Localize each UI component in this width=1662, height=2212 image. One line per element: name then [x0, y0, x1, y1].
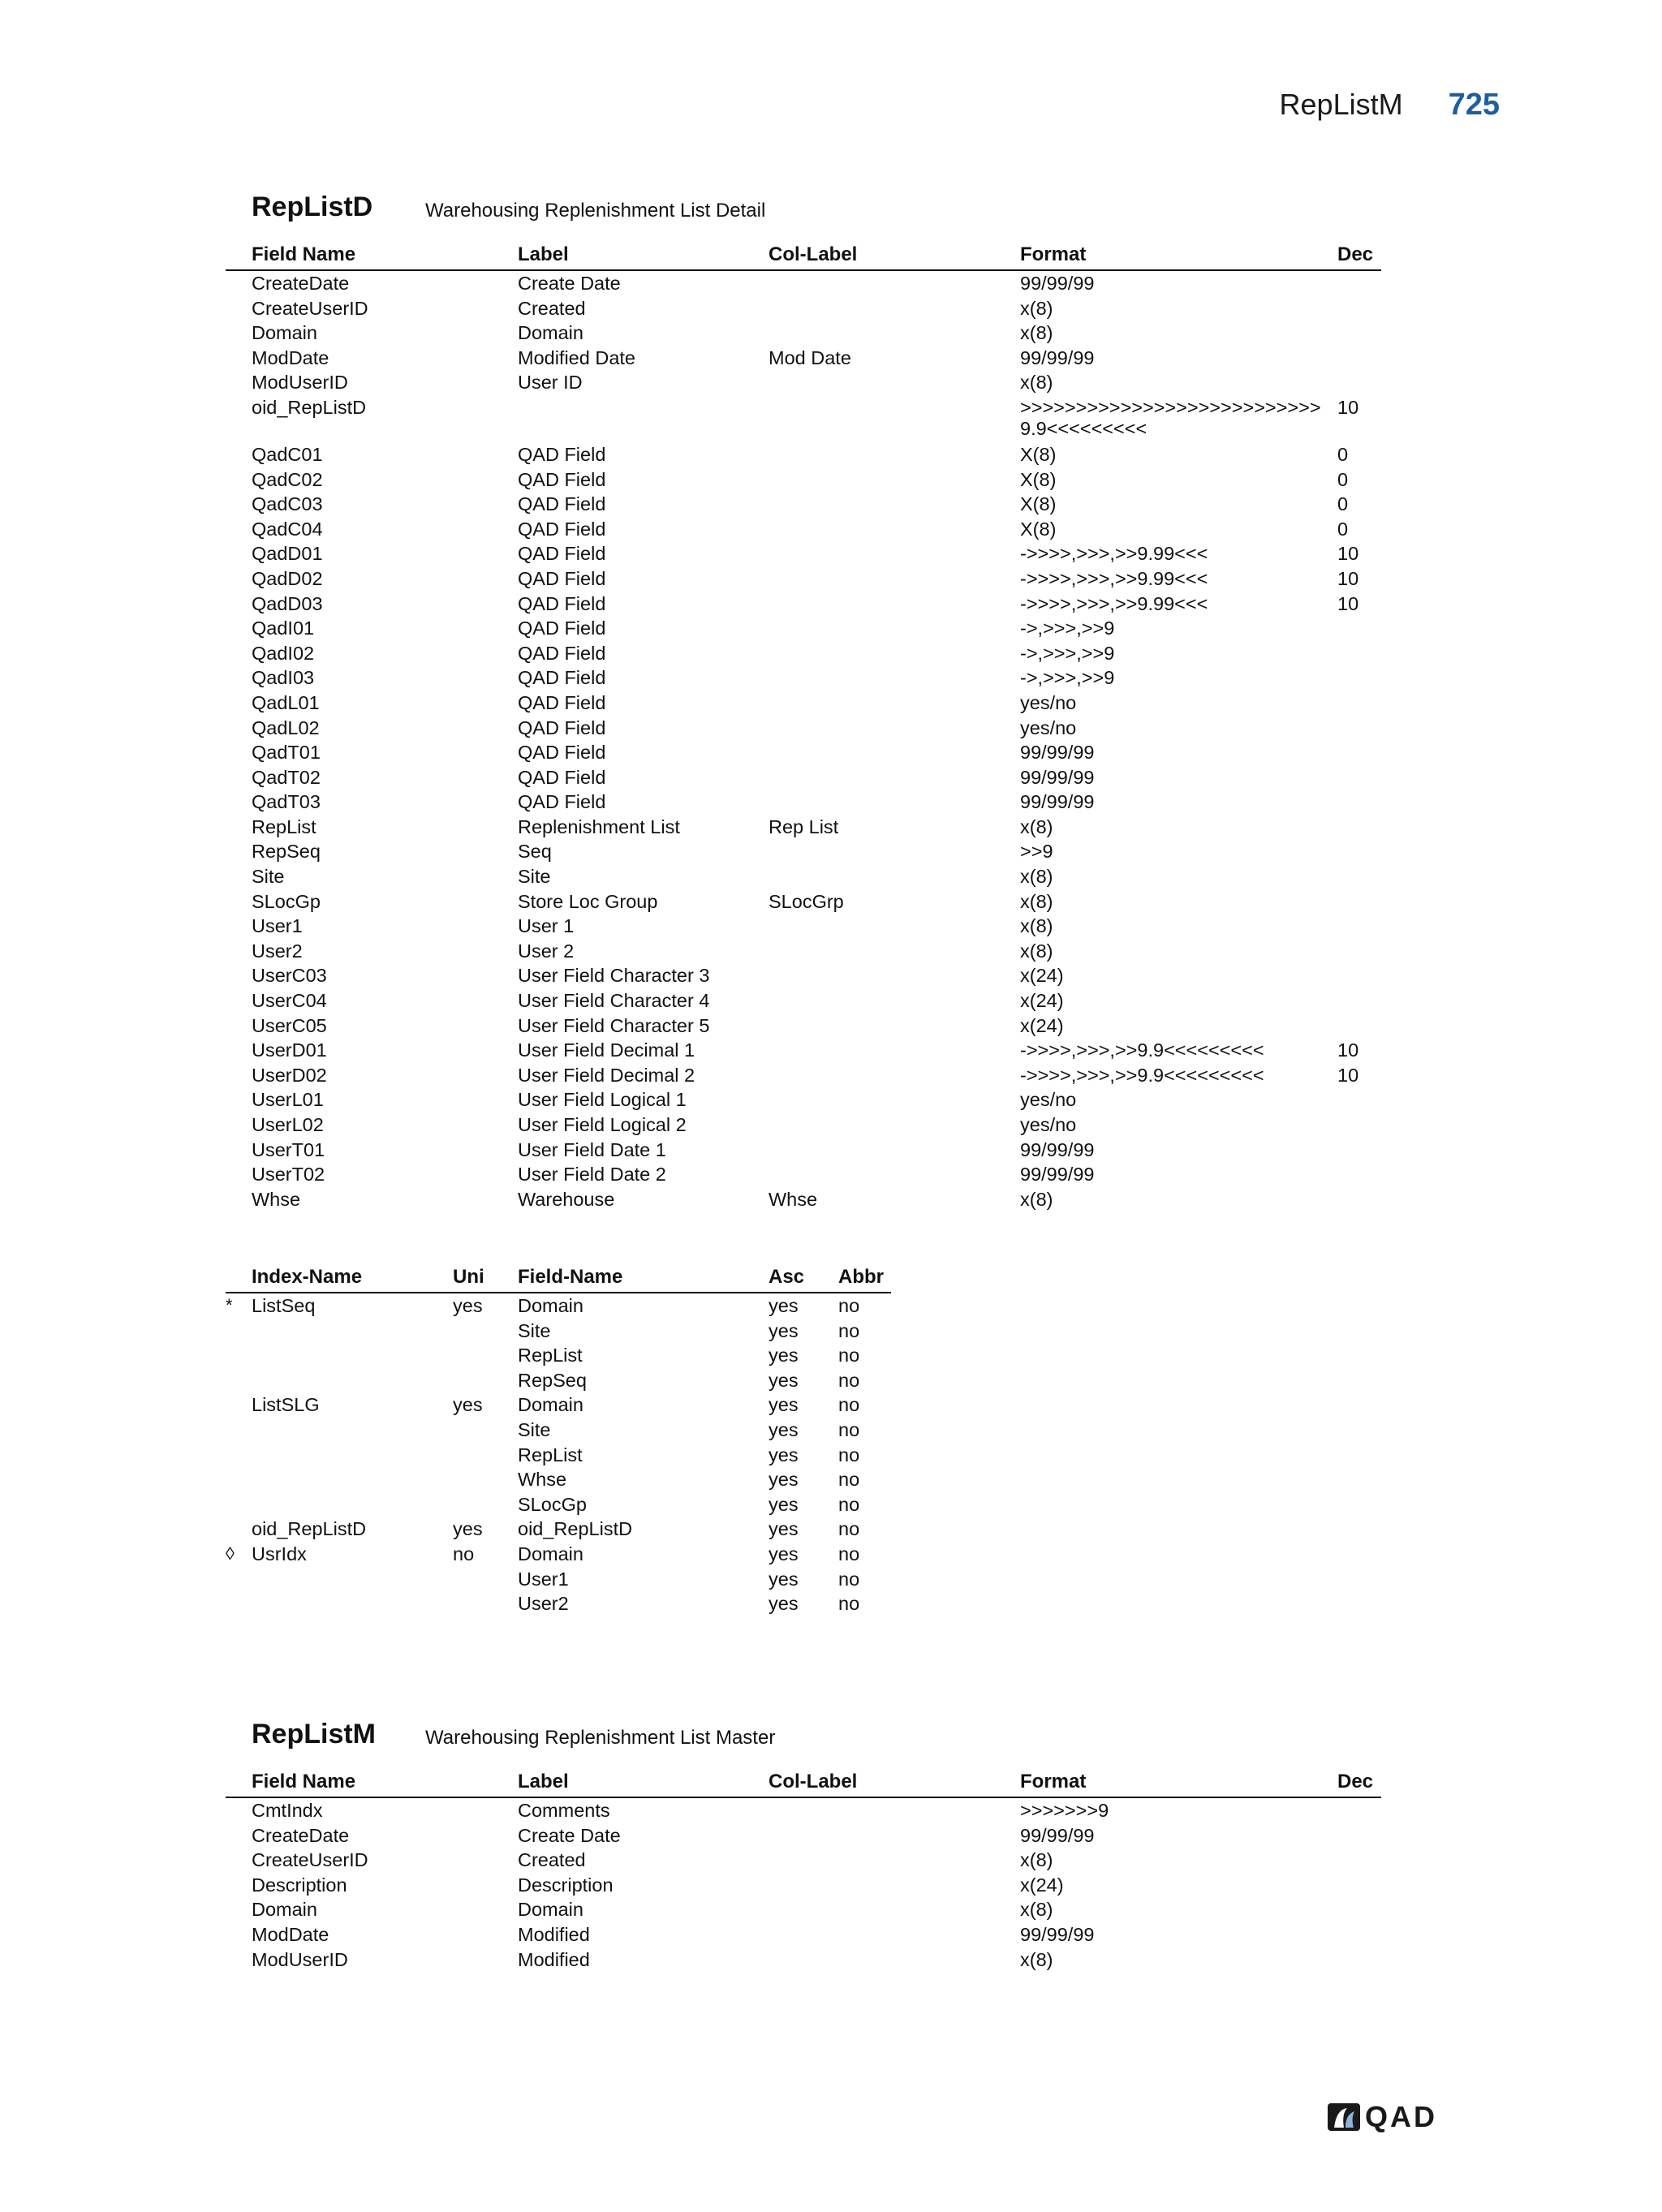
- index-asc: yes: [769, 1394, 799, 1416]
- field-row: [226, 939, 1381, 964]
- replistd-section: [226, 192, 1381, 1211]
- field-name: User2: [252, 940, 303, 962]
- field-name: CmtIndx: [252, 1800, 323, 1821]
- field-row: [226, 641, 1381, 666]
- index-field-name: RepSeq: [518, 1369, 587, 1391]
- col-abbr: Abbr: [838, 1266, 884, 1288]
- index-unique: no: [453, 1543, 475, 1564]
- fields-header: [226, 1771, 1381, 1798]
- field-row: [226, 1112, 1381, 1138]
- col-label: Label: [518, 1771, 569, 1792]
- index-field-name: RepList: [518, 1444, 583, 1465]
- index-abbr: no: [838, 1444, 860, 1465]
- field-row: [226, 370, 1381, 395]
- field-name: CreateDate: [252, 273, 350, 294]
- col-format: Format: [1020, 1771, 1087, 1792]
- field-col-label: Mod Date: [769, 346, 851, 368]
- col-field-name: Field Name: [252, 243, 356, 265]
- index-asc: yes: [769, 1369, 799, 1391]
- index-abbr: no: [838, 1593, 860, 1615]
- field-row: [226, 346, 1381, 371]
- index-asc: yes: [769, 1345, 799, 1366]
- field-label: Create Date: [518, 273, 621, 294]
- field-format: x(8): [1020, 915, 1053, 937]
- field-label: QAD Field: [518, 742, 606, 764]
- field-row: [226, 839, 1381, 864]
- field-row: [226, 889, 1381, 914]
- field-name: QadD03: [252, 592, 323, 614]
- field-label: User Field Character 3: [518, 965, 710, 987]
- index-field-name: oid_RepListD: [518, 1518, 633, 1540]
- field-name: RepList: [252, 816, 316, 837]
- field-row: [226, 321, 1381, 346]
- field-name: UserC04: [252, 990, 327, 1012]
- field-label: Warehouse: [518, 1188, 615, 1210]
- index-field-name: Site: [518, 1319, 551, 1341]
- index-row: [226, 1492, 891, 1517]
- field-row: [226, 296, 1381, 321]
- field-dec: 10: [1337, 396, 1359, 418]
- field-format: ->,>>>,>>9: [1020, 667, 1115, 689]
- field-name: QadT02: [252, 766, 321, 788]
- index-asc: yes: [769, 1518, 799, 1540]
- index-field-name: Domain: [518, 1295, 583, 1316]
- field-col-label: SLocGrp: [769, 890, 844, 912]
- field-dec: 10: [1337, 567, 1359, 589]
- field-row: [226, 665, 1381, 691]
- field-label: Modified: [518, 1948, 590, 1970]
- field-dec: 10: [1337, 1064, 1359, 1086]
- field-row: [226, 740, 1381, 765]
- field-format: ->>>>,>>>,>>9.9<<<<<<<<<: [1020, 1064, 1264, 1086]
- field-row: [226, 1138, 1381, 1163]
- index-field-name: Domain: [518, 1394, 583, 1416]
- field-format: x(8): [1020, 322, 1053, 344]
- field-format: x(24): [1020, 1014, 1064, 1036]
- field-row: [226, 691, 1381, 716]
- field-name: CreateDate: [252, 1824, 350, 1846]
- field-label: QAD Field: [518, 518, 606, 540]
- index-abbr: no: [838, 1518, 860, 1540]
- field-format: ->>>>,>>>,>>9.99<<<: [1020, 592, 1208, 614]
- field-label: User 2: [518, 940, 575, 962]
- field-row: [226, 1922, 1381, 1947]
- field-dec: 10: [1337, 1039, 1359, 1061]
- index-field-name: Site: [518, 1418, 551, 1440]
- index-field-name: SLocGp: [518, 1493, 587, 1515]
- index-asc: yes: [769, 1543, 799, 1564]
- table-description: Warehousing Replenishment List Detail: [425, 200, 766, 222]
- field-dec: 10: [1337, 592, 1359, 614]
- field-dec: 0: [1337, 518, 1349, 540]
- field-row: [226, 963, 1381, 988]
- field-dec: 0: [1337, 468, 1349, 490]
- field-label: Seq: [518, 841, 552, 863]
- field-row: [226, 1087, 1381, 1112]
- field-label: Modified Date: [518, 346, 635, 368]
- field-name: Site: [252, 866, 285, 888]
- field-format: >>>>>>>9: [1020, 1800, 1109, 1821]
- field-label: QAD Field: [518, 543, 606, 565]
- index-header: [226, 1266, 891, 1293]
- field-format: X(8): [1020, 493, 1057, 515]
- field-format: x(8): [1020, 816, 1053, 837]
- field-label: Domain: [518, 1899, 583, 1921]
- field-name: QadD02: [252, 567, 323, 589]
- section-heading: [226, 1719, 1381, 1758]
- field-row: [226, 815, 1381, 840]
- field-label: QAD Field: [518, 567, 606, 589]
- field-format: yes/no: [1020, 717, 1077, 738]
- field-label: QAD Field: [518, 443, 606, 465]
- field-row: [226, 395, 1381, 442]
- index-asc: yes: [769, 1295, 799, 1316]
- field-label: Domain: [518, 322, 583, 344]
- field-dec: 10: [1337, 543, 1359, 565]
- field-name: QadI03: [252, 667, 315, 689]
- index-asc: yes: [769, 1469, 799, 1491]
- field-name: QadI01: [252, 618, 315, 639]
- index-abbr: no: [838, 1543, 860, 1564]
- index-row: [226, 1443, 891, 1468]
- field-format: 99/99/99: [1020, 273, 1095, 294]
- running-title: RepListM: [1279, 88, 1403, 121]
- col-col-label: Col-Label: [769, 243, 858, 265]
- field-name: QadD01: [252, 543, 323, 565]
- index-abbr: no: [838, 1568, 860, 1590]
- field-name: QadT03: [252, 791, 321, 813]
- field-row: [226, 517, 1381, 542]
- field-name: UserD01: [252, 1039, 327, 1061]
- field-row: [226, 1162, 1381, 1187]
- field-label: Created: [518, 297, 586, 319]
- col-dec: Dec: [1337, 1771, 1374, 1792]
- field-name: ModUserID: [252, 1948, 348, 1970]
- field-label: Site: [518, 866, 551, 888]
- field-format: x(8): [1020, 890, 1053, 912]
- col-dec: Dec: [1337, 243, 1374, 265]
- field-dec: 0: [1337, 493, 1349, 515]
- field-format: x(8): [1020, 866, 1053, 888]
- field-name: QadC01: [252, 443, 323, 465]
- field-format: 99/99/99: [1020, 742, 1095, 764]
- field-name: Domain: [252, 1899, 317, 1921]
- index-row: [226, 1517, 891, 1542]
- col-format: Format: [1020, 243, 1087, 265]
- index-row: [226, 1542, 891, 1567]
- index-row: [226, 1319, 891, 1344]
- index-asc: yes: [769, 1418, 799, 1440]
- page-number: 725: [1448, 88, 1500, 122]
- field-name: CreateUserID: [252, 1849, 368, 1871]
- index-row: [226, 1368, 891, 1393]
- field-format: x(24): [1020, 1874, 1064, 1896]
- index-field-name: RepList: [518, 1345, 583, 1366]
- field-label: Store Loc Group: [518, 890, 658, 912]
- index-field-name: Whse: [518, 1469, 567, 1491]
- fields-body: [226, 271, 1381, 1211]
- index-marker: *: [226, 1295, 233, 1315]
- index-abbr: no: [838, 1469, 860, 1491]
- field-row: [226, 541, 1381, 566]
- field-row: [226, 1823, 1381, 1848]
- col-index-name: Index-Name: [252, 1266, 363, 1288]
- col-col-label: Col-Label: [769, 1771, 858, 1792]
- index-name: ListSLG: [252, 1394, 320, 1416]
- field-name: QadT01: [252, 742, 321, 764]
- field-name: Description: [252, 1874, 347, 1896]
- index-asc: yes: [769, 1444, 799, 1465]
- index-abbr: no: [838, 1369, 860, 1391]
- field-label: QAD Field: [518, 766, 606, 788]
- field-name: QadC02: [252, 468, 323, 490]
- field-row: [226, 914, 1381, 939]
- field-row: [226, 467, 1381, 493]
- index-abbr: no: [838, 1418, 860, 1440]
- field-format: >>>>>>>>>>>>>>>>>>>>>>>>>>>9.9<<<<<<<<<: [1020, 396, 1321, 439]
- field-label: Comments: [518, 1800, 610, 1821]
- field-name: Whse: [252, 1188, 301, 1210]
- field-name: User1: [252, 915, 303, 937]
- field-label: User 1: [518, 915, 575, 937]
- field-name: UserD02: [252, 1064, 327, 1086]
- index-name: UsrIdx: [252, 1543, 307, 1564]
- field-row: [226, 1063, 1381, 1088]
- col-field-name: Field Name: [252, 1771, 356, 1792]
- index-body: [226, 1293, 891, 1616]
- table-description: Warehousing Replenishment List Master: [425, 1727, 776, 1749]
- qad-logo: [1328, 2100, 1437, 2134]
- index-abbr: no: [838, 1319, 860, 1341]
- field-label: User Field Logical 2: [518, 1114, 687, 1135]
- page-header: [1280, 88, 1500, 123]
- col-asc: Asc: [769, 1266, 805, 1288]
- field-label: Replenishment List: [518, 816, 680, 837]
- field-name: ModDate: [252, 346, 329, 368]
- field-dec: 0: [1337, 443, 1349, 465]
- field-name: oid_RepListD: [252, 396, 367, 418]
- replistd-indexes: [226, 1266, 891, 1616]
- replistm-section: [226, 1719, 1381, 1972]
- field-label: User ID: [518, 372, 583, 394]
- field-format: 99/99/99: [1020, 1164, 1095, 1186]
- field-row: [226, 716, 1381, 741]
- field-name: QadL01: [252, 691, 320, 713]
- field-label: User Field Decimal 1: [518, 1039, 695, 1061]
- field-label: QAD Field: [518, 717, 606, 738]
- field-label: QAD Field: [518, 493, 606, 515]
- field-label: QAD Field: [518, 642, 606, 664]
- field-label: QAD Field: [518, 468, 606, 490]
- index-field-name: Domain: [518, 1543, 583, 1564]
- index-row: [226, 1591, 891, 1616]
- field-format: X(8): [1020, 443, 1057, 465]
- table-title: RepListM: [252, 1719, 376, 1749]
- index-row: [226, 1293, 891, 1319]
- field-row: [226, 1873, 1381, 1898]
- field-name: UserC03: [252, 965, 327, 987]
- field-format: 99/99/99: [1020, 1138, 1095, 1160]
- field-name: QadC03: [252, 493, 323, 515]
- field-row: [226, 1897, 1381, 1922]
- field-label: User Field Date 2: [518, 1164, 666, 1186]
- index-abbr: no: [838, 1345, 860, 1366]
- field-format: x(8): [1020, 297, 1053, 319]
- field-row: [226, 1798, 1381, 1823]
- field-name: ModDate: [252, 1923, 329, 1945]
- field-row: [226, 765, 1381, 790]
- index-asc: yes: [769, 1493, 799, 1515]
- index-asc: yes: [769, 1593, 799, 1615]
- field-format: yes/no: [1020, 691, 1077, 713]
- field-name: SLocGp: [252, 890, 321, 912]
- field-format: x(8): [1020, 940, 1053, 962]
- field-label: Create Date: [518, 1824, 621, 1846]
- field-name: ModUserID: [252, 372, 348, 394]
- index-abbr: no: [838, 1295, 860, 1316]
- index-field-name: User1: [518, 1568, 569, 1590]
- field-col-label: Whse: [769, 1188, 818, 1210]
- index-unique: yes: [453, 1295, 483, 1316]
- field-format: x(8): [1020, 1948, 1053, 1970]
- index-unique: yes: [453, 1518, 483, 1540]
- col-uni: Uni: [453, 1266, 484, 1288]
- field-label: QAD Field: [518, 592, 606, 614]
- field-row: [226, 864, 1381, 889]
- field-row: [226, 566, 1381, 592]
- field-name: CreateUserID: [252, 297, 368, 319]
- field-row: [226, 1947, 1381, 1973]
- field-label: User Field Logical 1: [518, 1089, 687, 1111]
- field-format: 99/99/99: [1020, 1824, 1095, 1846]
- index-row: [226, 1418, 891, 1443]
- field-format: ->>>>,>>>,>>9.99<<<: [1020, 543, 1208, 565]
- fields-body: [226, 1798, 1381, 1972]
- field-format: x(8): [1020, 1849, 1053, 1871]
- field-row: [226, 1187, 1381, 1212]
- fields-header: [226, 243, 1381, 271]
- field-row: [226, 592, 1381, 617]
- field-format: 99/99/99: [1020, 346, 1095, 368]
- field-row: [226, 988, 1381, 1013]
- field-label: QAD Field: [518, 667, 606, 689]
- field-format: >>9: [1020, 841, 1053, 863]
- field-name: QadI02: [252, 642, 315, 664]
- field-label: User Field Character 4: [518, 990, 710, 1012]
- field-name: UserC05: [252, 1014, 327, 1036]
- field-format: 99/99/99: [1020, 1923, 1095, 1945]
- field-name: UserT02: [252, 1164, 325, 1186]
- field-format: ->>>>,>>>,>>9.9<<<<<<<<<: [1020, 1039, 1264, 1061]
- field-name: RepSeq: [252, 841, 321, 863]
- field-label: QAD Field: [518, 691, 606, 713]
- field-label: User Field Character 5: [518, 1014, 710, 1036]
- field-format: ->,>>>,>>9: [1020, 618, 1115, 639]
- field-name: Domain: [252, 322, 317, 344]
- section-heading: [226, 192, 1381, 230]
- index-name: oid_RepListD: [252, 1518, 367, 1540]
- field-col-label: Rep List: [769, 816, 839, 837]
- index-abbr: no: [838, 1394, 860, 1416]
- index-asc: yes: [769, 1568, 799, 1590]
- field-row: [226, 271, 1381, 296]
- index-unique: yes: [453, 1394, 483, 1416]
- field-row: [226, 492, 1381, 517]
- field-row: [226, 442, 1381, 467]
- index-name: ListSeq: [252, 1295, 316, 1316]
- table-title: RepListD: [252, 192, 373, 222]
- field-name: UserL02: [252, 1114, 324, 1135]
- field-format: ->>>>,>>>,>>9.99<<<: [1020, 567, 1208, 589]
- field-label: Description: [518, 1874, 614, 1896]
- index-row: [226, 1392, 891, 1418]
- index-marker: ◊: [226, 1543, 235, 1564]
- field-format: x(8): [1020, 1899, 1053, 1921]
- field-row: [226, 616, 1381, 641]
- field-name: UserL01: [252, 1089, 324, 1111]
- field-format: yes/no: [1020, 1114, 1077, 1135]
- field-format: x(8): [1020, 372, 1053, 394]
- field-label: User Field Date 1: [518, 1138, 666, 1160]
- field-format: yes/no: [1020, 1089, 1077, 1111]
- field-label: QAD Field: [518, 791, 606, 813]
- field-format: X(8): [1020, 468, 1057, 490]
- field-format: ->,>>>,>>9: [1020, 642, 1115, 664]
- field-row: [226, 1013, 1381, 1039]
- field-name: QadL02: [252, 717, 320, 738]
- col-label: Label: [518, 243, 569, 265]
- field-format: 99/99/99: [1020, 766, 1095, 788]
- field-name: QadC04: [252, 518, 323, 540]
- qad-logo-icon: [1328, 2103, 1360, 2131]
- field-label: QAD Field: [518, 618, 606, 639]
- index-asc: yes: [769, 1319, 799, 1341]
- field-format: x(8): [1020, 1188, 1053, 1210]
- field-row: [226, 1848, 1381, 1873]
- index-abbr: no: [838, 1493, 860, 1515]
- field-format: X(8): [1020, 518, 1057, 540]
- col-index-field-name: Field-Name: [518, 1266, 623, 1288]
- field-row: [226, 790, 1381, 815]
- field-name: UserT01: [252, 1138, 325, 1160]
- index-row: [226, 1467, 891, 1492]
- field-label: Created: [518, 1849, 586, 1871]
- index-row: [226, 1343, 891, 1368]
- index-row: [226, 1567, 891, 1592]
- field-label: Modified: [518, 1923, 590, 1945]
- index-field-name: User2: [518, 1593, 569, 1615]
- field-format: x(24): [1020, 990, 1064, 1012]
- field-label: User Field Decimal 2: [518, 1064, 695, 1086]
- field-row: [226, 1038, 1381, 1063]
- field-format: x(24): [1020, 965, 1064, 987]
- field-format: 99/99/99: [1020, 791, 1095, 813]
- qad-logo-text: QAD: [1365, 2100, 1437, 2133]
